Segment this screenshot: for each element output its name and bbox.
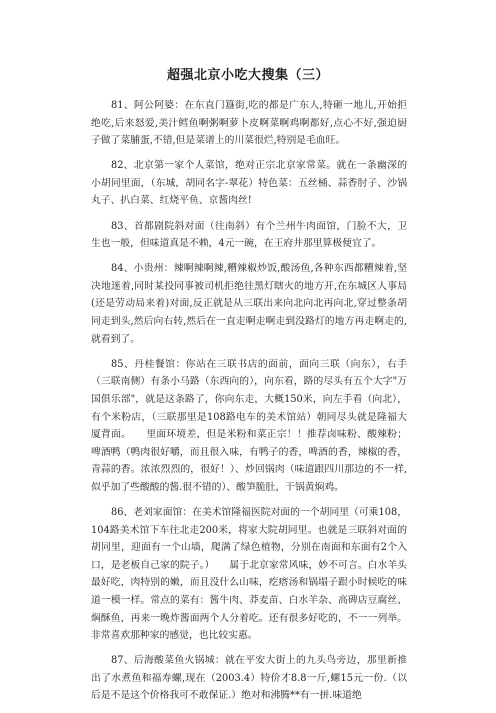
- paragraph-82: 82、北京第一家个人菜馆，绝对正宗北京家常菜。就在一条幽深的小胡同里面，（东城，胡同名字-翠花）特色菜：五丝桶、蒜香肘子、沙锅丸子、扒白菜、红烧平鱼、京酱肉丝!: [91, 160, 407, 207]
- paragraph-85: 85、丹桂餐馆：你站在三联书店的面前，面向三联（向东），右手（三联南侧）有条小马路（东西向的），向东看，路的尽头有五个大字"万国俱乐部"，就是这条路了，你向东走，大概150米，向左手看（向北），有个米粉店，（三联那里是108路电车的美术馆站）朝同尽头就是隆福大厦背面。 里面环境差，但是米粉和菜正宗！！推荐卤味粉、酸辣粉；啤酒鸭（鸭肉很好嚼，而且很入味，有鸭子的香，啤酒的香，辣椒的香，青蒜的香。浓浓烈烈的，很好！）、炒回锅肉（味道跟四川那边的不一样,似乎加了些酸酸的酱.很不错的）、酸笋脆肚，干锅黄焖鸡。: [91, 358, 407, 493]
- document-body: [91, 97, 407, 713]
- paragraph-84: 84、小贵州：辣啊辣啊辣,糟辣椒炒饭,酸汤鱼,各种东西都糟辣着,坚决地迷着,同时某投同事被司机拒绝往黑灯瞎火的地方开,在东城区人事局(还是劳动局来着)对面,反正就是从三联出来向北向北再向北,穿过整条胡同走到头,然后向右转,然后在一直走啊走啊走到没路灯的地方再走啊走的,就看到了。: [91, 263, 407, 345]
- document-title: 超强北京小吃大搜集（三）: [166, 68, 329, 83]
- paragraph-87: 87、后海酸菜鱼火锅城：就在平安大街上的九头鸟旁边，那里新推出了水煮鱼和福寿螺,现在（2003.4）特价才8.8一斤,螺15元一份.（以后是不是这个价格我可不敢保证.）绝对和沸腾**有一拼.味道绝: [91, 655, 407, 702]
- paragraph-83: 83、首都剧院斜对面（往南斜）有个兰州牛肉面馆，门脸不大，卫生也一般，但味道真是不赖，4元一碗，在王府井那里算极便宜了。: [91, 220, 407, 250]
- paragraph-86: 86、老刘家面馆：在美术馆隆福医院对面的一个胡同里（可乘108，104路美术馆下车往北走200米，将家大院胡同里。也就是三联斜对面的胡同里，迎面有一个山墙，爬满了绿色植物，分别在南面和东面有2个入口，是老板自己家的院子。） 属于北京家常风味，妙不可言。白水羊头最好吃，肉特别的嫩，而且没什么山味，疙瘩汤和锅塌子跟小时候吃的味道一模一样。常点的菜有：酱牛肉、莽麦苗、白水羊杂、高碑店豆腐丝、焖酥鱼，再来一晚炸酱面两个人分着吃。还有很多好吃的，不一一列举。非常喜欢那种家的感觉，也比较实惠。: [91, 506, 407, 642]
- paragraph-81: 81、阿公阿婆：在东直门簋街,吃的都是广东人,特砸一地儿,开始拒绝吃,后来怒爱,美汁鳕鱼啊粥啊萝卜皮啊菜啊鸡啊都好,点心不好,强迫厨子做了菜脯蛋,不错,但是菜谱上的川菜很烂,特别是毛血旺。: [91, 100, 407, 147]
